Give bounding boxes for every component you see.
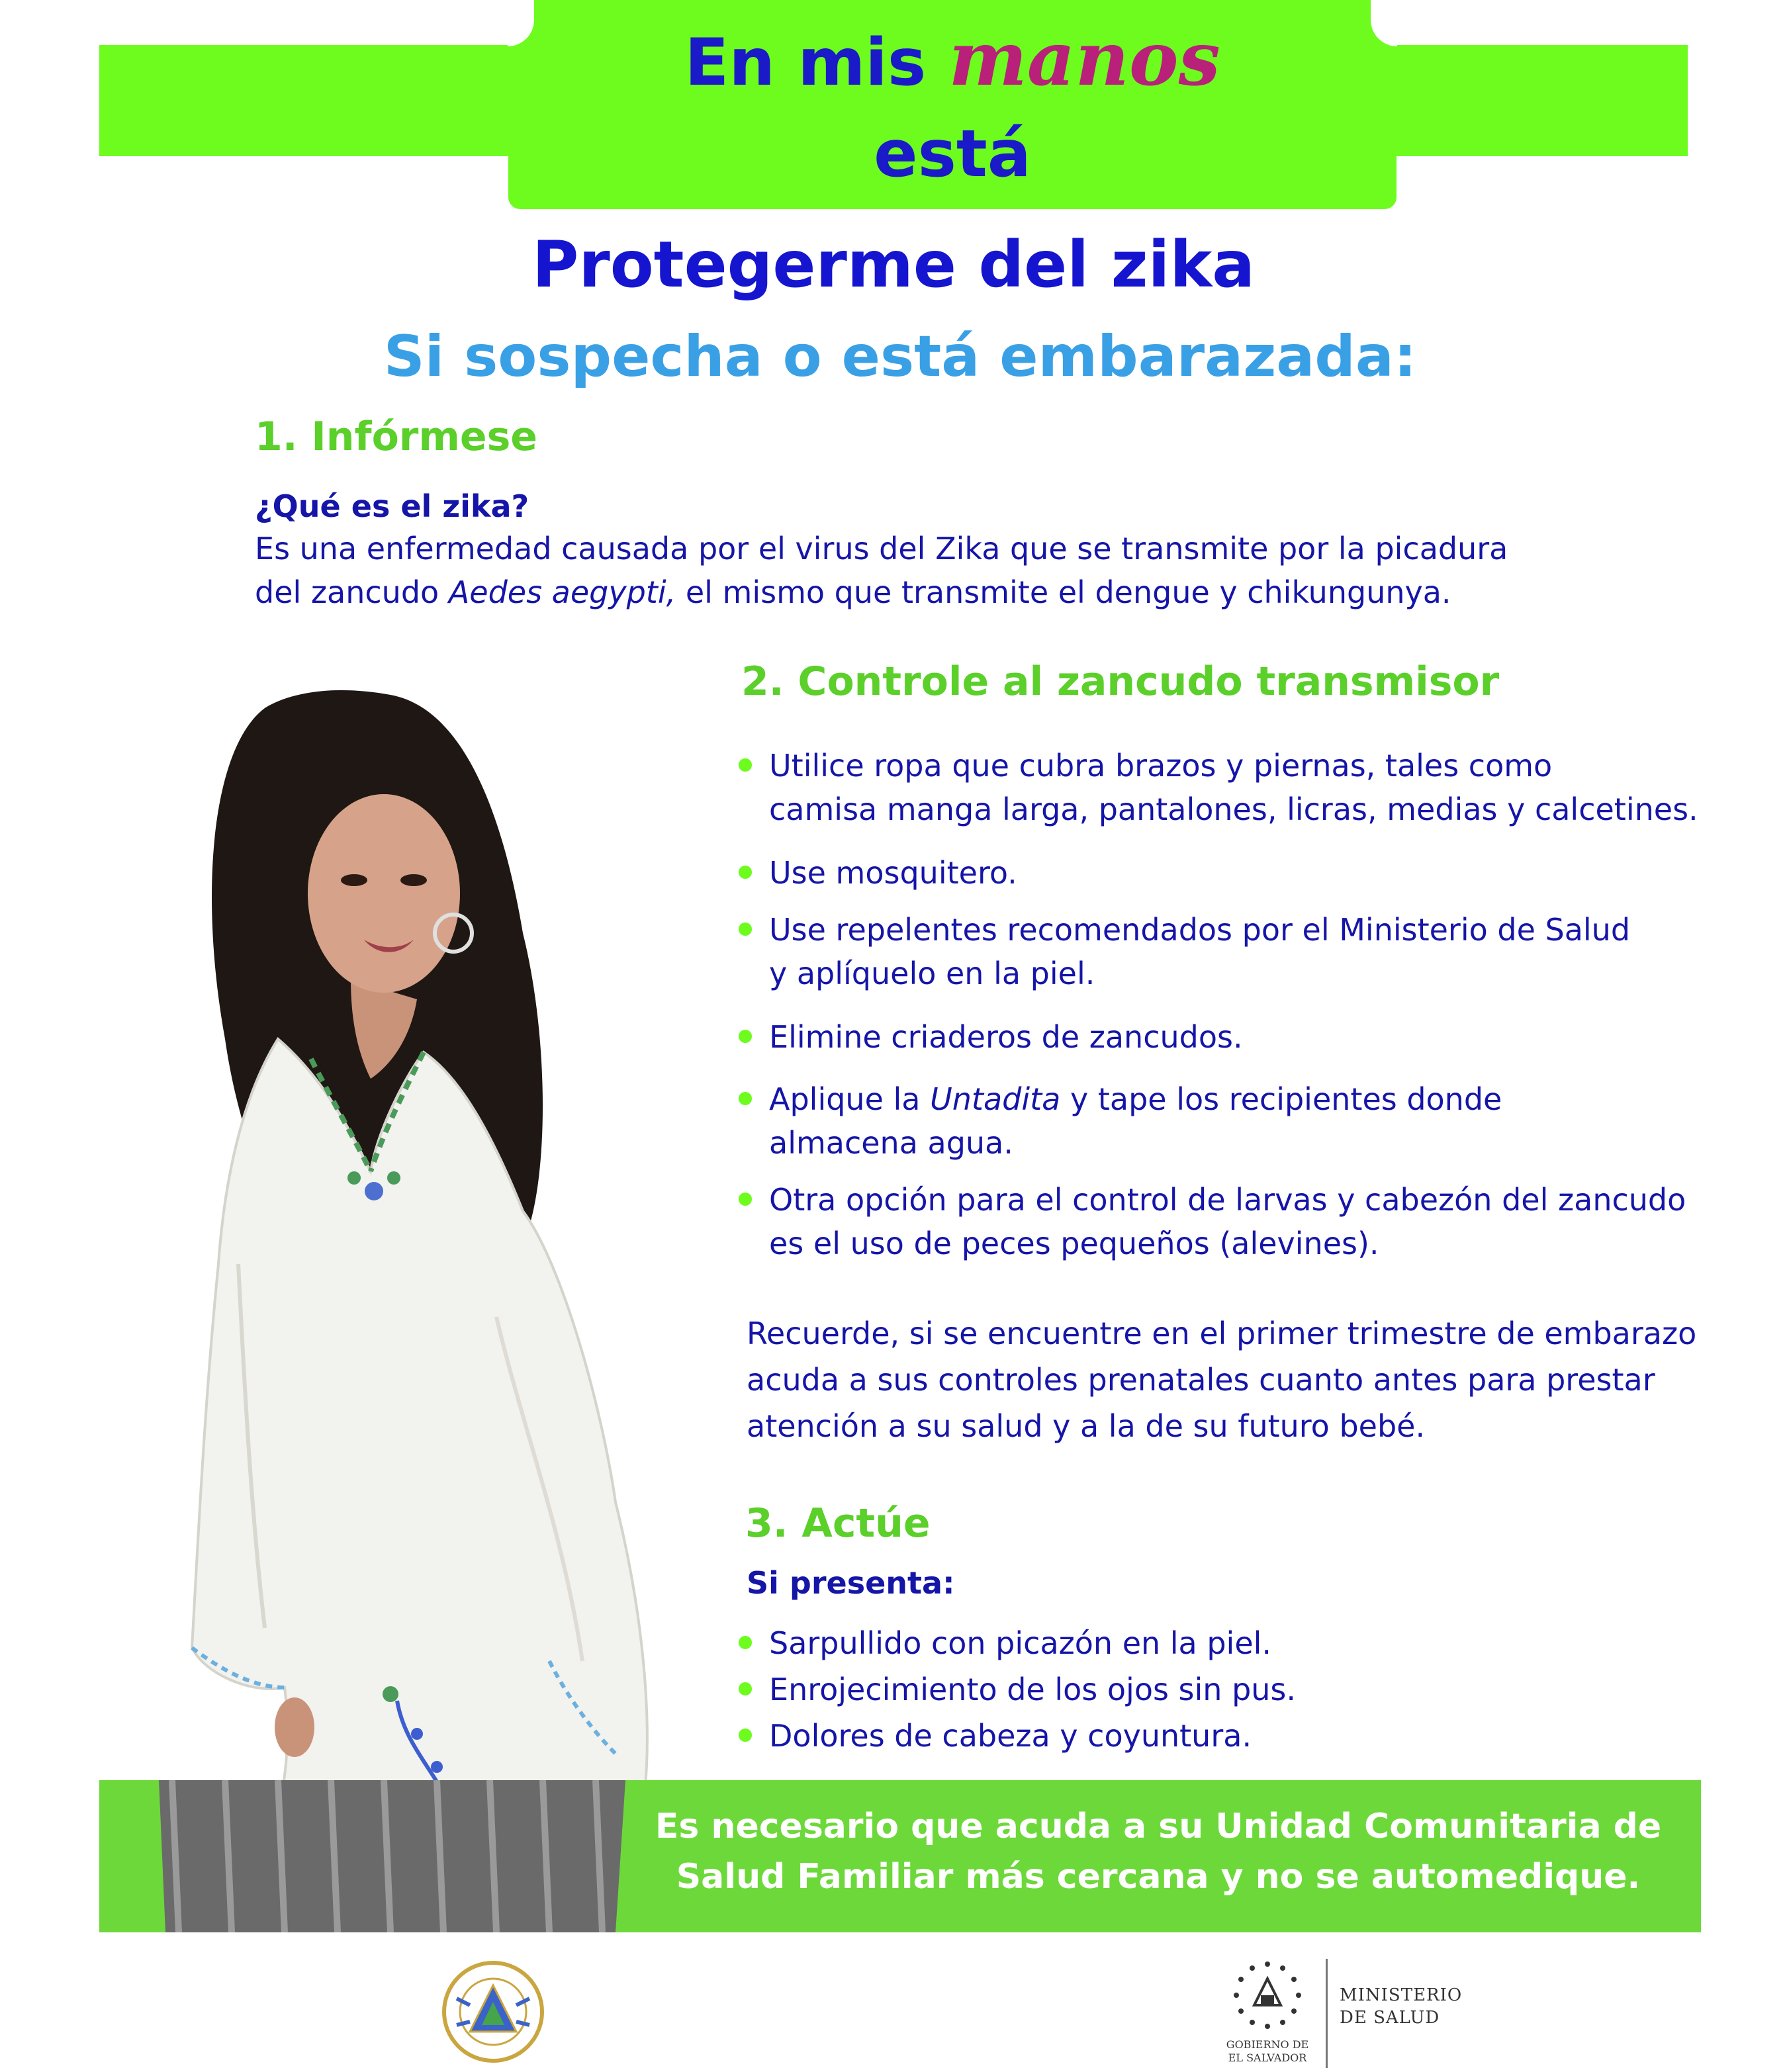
section3-subheading: Si presenta: [747, 1565, 955, 1601]
bullet-icon [739, 1729, 752, 1742]
government-seal-icon [1231, 1959, 1304, 2032]
list-item: Otra opción para el control de larvas y cabezón del zancudo es el uso de peces pequeños (alevines). [735, 1178, 1767, 1265]
section3-list [735, 1621, 1767, 1758]
list-item: Elimine criaderos de zancudos. [735, 1015, 1767, 1059]
poster-heading: Protegerme del zika [532, 228, 1255, 302]
bullet-icon [739, 866, 752, 879]
section1-question: ¿Qué es el zika? [255, 488, 529, 524]
section1-text-line2: del zancudo Aedes aegypti, el mismo que transmite el dengue y chikungunya. [255, 574, 1451, 610]
list-item: Sarpullido con picazón en la piel. [735, 1621, 1767, 1665]
footer-message: Es necesario que acuda a su Unidad Comunitaria de Salud Familiar más cercana y no se automedique. [655, 1807, 1662, 1897]
bullet-icon [739, 1030, 752, 1043]
logo-divider [1326, 1959, 1328, 2068]
bullet-icon [739, 1682, 752, 1695]
bullet-icon [739, 1193, 752, 1206]
title-prefix: En mis [684, 25, 927, 101]
list-item: Use mosquitero. [735, 851, 1767, 895]
section1-text-line1: Es una enfermedad causada por el virus del Zika que se transmite por la picadura [255, 531, 1508, 566]
list-item: Enrojecimiento de los ojos sin pus. [735, 1668, 1767, 1711]
list-item: Aplique la Untadita y tape los recipientes donde almacena agua. [735, 1077, 1767, 1165]
section1-text [255, 527, 1744, 614]
title-highlight: manos [948, 16, 1220, 103]
poster-title-line2: está [874, 116, 1031, 192]
poster-title-line1 [508, 16, 1397, 103]
government-label: GOBIERNO DE EL SALVADOR [1226, 2038, 1309, 2064]
section1-heading: 1. Infórmese [255, 414, 538, 460]
section2-heading: 2. Controle al zancudo transmisor [741, 658, 1500, 705]
pregnant-woman-illustration [152, 668, 748, 1926]
bullet-icon [739, 1092, 752, 1105]
reminder-paragraph: Recuerde, si se encuentre en el primer trimestre de embarazo acuda a sus controles prenatales cuanto antes para prestar atención a su salud y a la de su futuro bebé. [747, 1316, 1697, 1444]
poster-subheading: Si sospecha o está embarazada: [383, 324, 1417, 390]
footer-figure-overlap [152, 1780, 655, 1932]
list-item: Use repelentes recomendados por el Ministerio de Salud y aplíquelo en la piel. [735, 908, 1767, 995]
bullet-icon [739, 923, 752, 936]
coat-of-arms-logo [424, 1959, 563, 2065]
section2-list [735, 744, 1767, 1265]
bullet-icon [739, 758, 752, 772]
section3-heading: 3. Actúe [745, 1500, 931, 1547]
list-item: Dolores de cabeza y coyuntura. [735, 1714, 1767, 1758]
ministry-label: MINISTERIO DE SALUD [1340, 1985, 1463, 2028]
list-item: Utilice ropa que cubra brazos y piernas, tales como camisa manga larga, pantalones, licras, medias y calcetines. [735, 744, 1767, 831]
bullet-icon [739, 1636, 752, 1649]
